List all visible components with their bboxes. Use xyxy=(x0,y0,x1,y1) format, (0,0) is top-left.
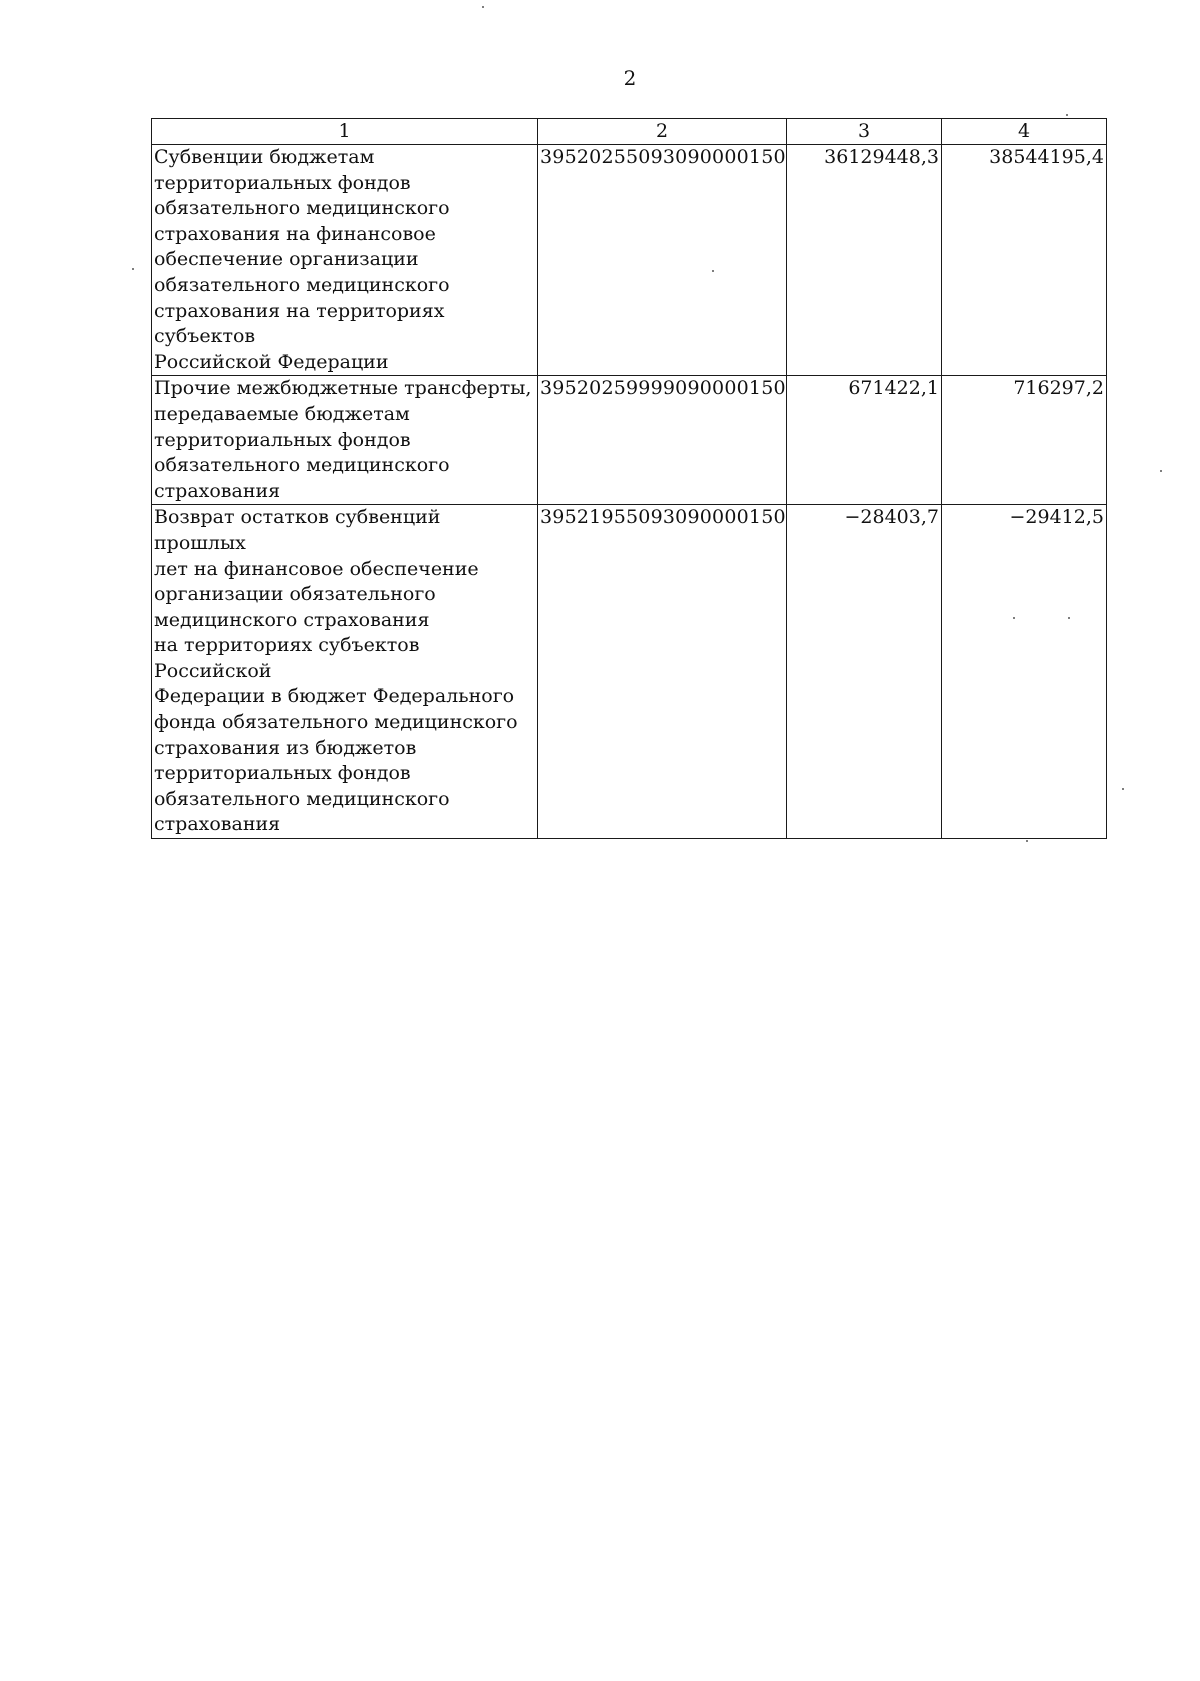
row-name: Прочие межбюджетные трансферты, передаваемые бюджетам территориальных фондов обязательного медицинского страхования xyxy=(152,376,538,505)
row-code: 39520255093090000150 xyxy=(538,145,787,376)
column-header-4: 4 xyxy=(942,119,1107,145)
scan-speck xyxy=(712,270,714,272)
column-header-1: 1 xyxy=(152,119,538,145)
row-value-col3: −28403,7 xyxy=(787,505,942,839)
table-header-row xyxy=(152,119,1107,145)
row-name: Субвенции бюджетам территориальных фондов обязательного медицинского страхования на финансовое обеспечение организации обязательного медицинского страхования на территориях субъектов Российской Федерации xyxy=(152,145,538,376)
row-code: 39521955093090000150 xyxy=(538,505,787,839)
scan-speck xyxy=(132,268,134,270)
column-header-2: 2 xyxy=(538,119,787,145)
row-value-col4: −29412,5 xyxy=(942,505,1107,839)
column-header-3: 3 xyxy=(787,119,942,145)
page-number: 2 xyxy=(623,66,637,90)
table-row xyxy=(152,376,1107,505)
scan-speck xyxy=(1068,617,1070,619)
table-row xyxy=(152,145,1107,376)
scan-speck xyxy=(1026,840,1028,842)
row-value-col4: 38544195,4 xyxy=(942,145,1107,376)
row-value-col3: 36129448,3 xyxy=(787,145,942,376)
table-row xyxy=(152,505,1107,839)
row-code: 39520259999090000150 xyxy=(538,376,787,505)
row-name: Возврат остатков субвенций прошлых лет на финансовое обеспечение организации обязательного медицинского страхования на территориях субъектов Российской Федерации в бюджет Федерального фонда обязательного медицинского страхования из бюджетов территориальных фондов обязательного медицинского страхования xyxy=(152,505,538,839)
row-value-col4: 716297,2 xyxy=(942,376,1107,505)
scan-speck xyxy=(1122,788,1124,790)
row-value-col3: 671422,1 xyxy=(787,376,942,505)
scan-speck xyxy=(482,6,484,8)
scan-speck xyxy=(1160,470,1162,472)
budget-table xyxy=(151,118,1107,839)
scan-speck xyxy=(1013,617,1015,619)
scan-speck xyxy=(1066,114,1068,116)
